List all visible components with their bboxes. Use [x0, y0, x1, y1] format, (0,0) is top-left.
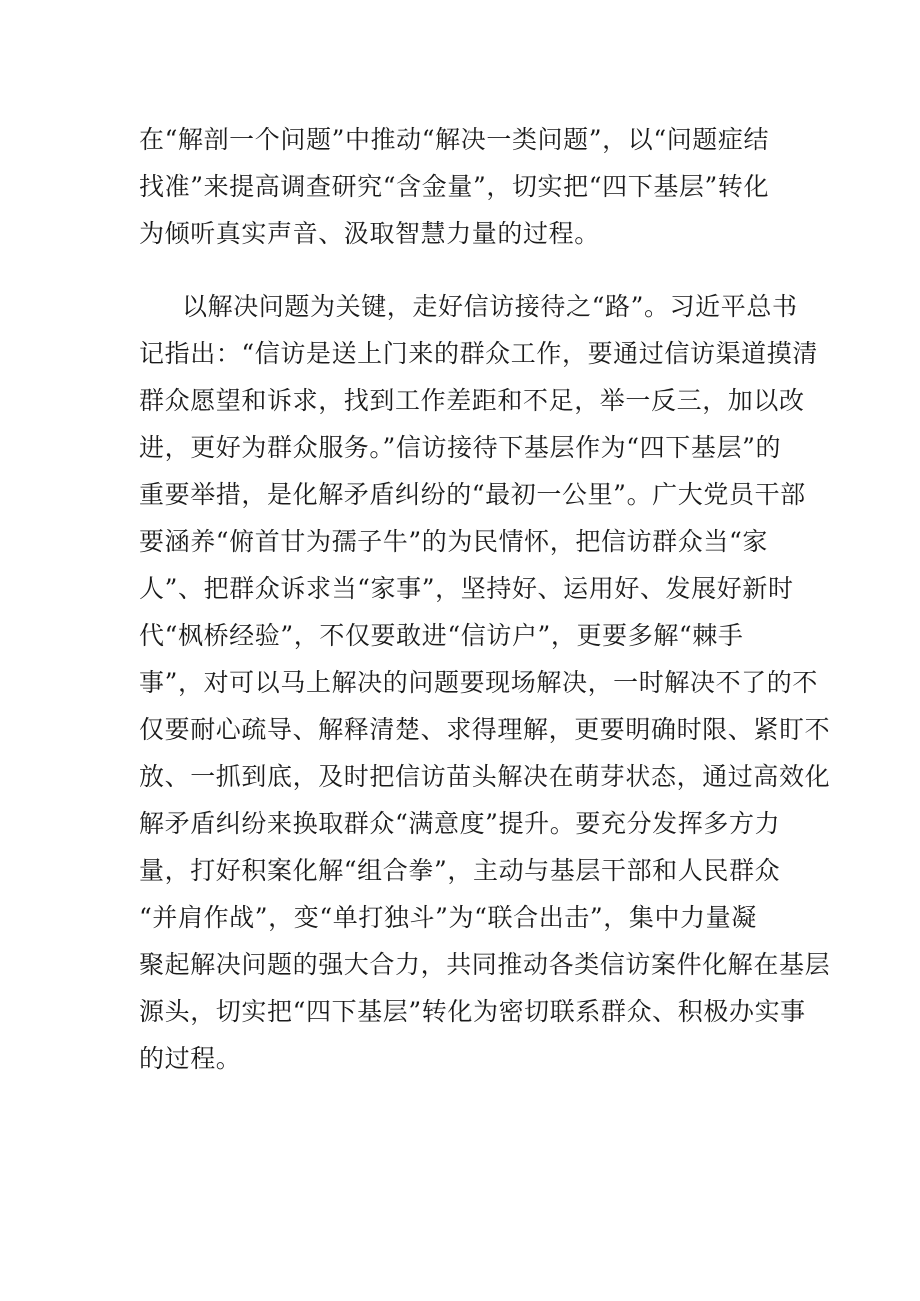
text-line: 重要举措，是化解矛盾纠纷的“最初一公里”。广大党员干部: [139, 480, 806, 509]
text-line: 事”，对可以马上解决的问题要现场解决，一时解决不了的不: [139, 668, 818, 697]
text-line: 人”、把群众诉求当“家事”，坚持好、运用好、发展好新时: [139, 574, 794, 603]
text-line: 源头，切实把“四下基层”转化为密切联系群众、积极办实事: [139, 997, 806, 1026]
text-line: 量，打好积案化解“组合拳”，主动与基层干部和人民群众: [139, 856, 781, 885]
text-line: 聚起解决问题的强大合力，共同推动各类信访案件化解在基层: [139, 950, 831, 979]
text-line: 仅要耐心疏导、解释清楚、求得理解，更要明确时限、紧盯不: [139, 715, 831, 744]
text-line: 解矛盾纠纷来换取群众“满意度”提升。要充分发挥多方力: [139, 809, 781, 838]
text-line: 放、一抓到底，及时把信访苗头解决在萌芽状态，通过高效化: [139, 762, 831, 791]
text-line: 记指出：“信访是送上门来的群众工作，要通过信访渠道摸清: [139, 339, 818, 368]
text-line: “并肩作战”，变“单打独斗”为“联合出击”，集中力量凝: [139, 903, 757, 932]
text-line: 要涵养“俯首甘为孺子牛”的为民情怀，把信访群众当“家: [139, 527, 768, 556]
text-line: 群众愿望和诉求，找到工作差距和不足，举一反三，加以改: [139, 386, 805, 415]
text-line: 的过程。: [139, 1044, 242, 1073]
text-line: 找准”来提高调查研究“含金量”，切实把“四下基层”转化: [139, 172, 770, 201]
text-line: 以解决问题为关键，走好信访接待之“路”。习近平总书: [182, 292, 798, 321]
text-line: 进，更好为群众服务。”信访接待下基层作为“四下基层”的: [139, 433, 782, 462]
text-line: 在“解剖一个问题”中推动“解决一类问题”，以“问题症结: [139, 125, 770, 154]
text-line: 为倾听真实声音、汲取智慧力量的过程。: [139, 219, 600, 248]
text-line: 代“枫桥经验”，不仅要敢进“信访户”，更要多解“棘手: [139, 621, 744, 650]
